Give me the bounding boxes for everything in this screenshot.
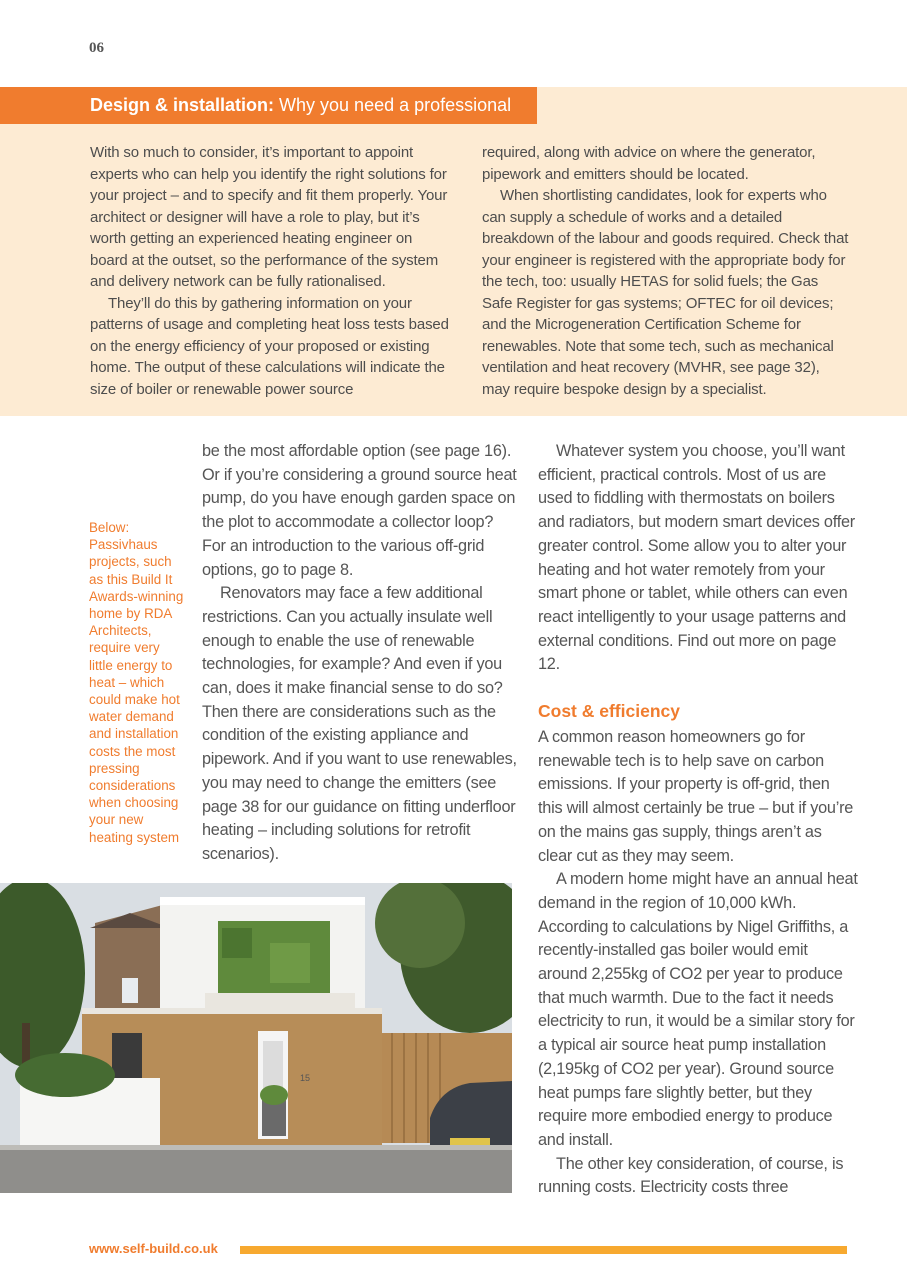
boxout-paragraph: They’ll do this by gathering information on your patterns of usage and completing heat loss tests based on the energy efficiency of your proposed or existing home. The output of these calculations will indicate the size of boiler or renewable power source — [90, 294, 449, 398]
boxout-paragraph: When shortlisting candidates, look for experts who can supply a schedule of works and a detailed breakdown of the labour and goods required. Check that your engineer is registered with the appropriate body for the tech, too: usually HETAS for solid fuels; the Gas Safe Register for gas systems; OFTEC for oil devices; and the Microgeneration Certification Scheme for renewables. Note that some tech, such as mechanical ventilation and heat recovery (MVHR, see page 32), may require bespoke design by a specialist. — [482, 187, 849, 398]
body-paragraph: Whatever system you choose, you’ll want efficient, practical controls. Most of us are used to fiddling with thermostats on boilers and radiators, but modern smart devices offer greater control. Some allow you to alter your heating and hot water remotely from your smart phone or tablet, while others can even react intelligently to your usage patterns and external conditions. Find out more on page 12. — [538, 442, 855, 674]
body-paragraph: Renovators may face a few additional restrictions. Can you actually insulate well enough to enable the use of renewable technologies, for example? And even if you can, does it make financial sense to do so? Then there are considerations such as the condition of the existing appliance and pipework. And if you want to use renewables, you may need to change the emitters (see page 38 for our guidance on fitting underfloor heating – including solutions for retrofit scenarios). — [202, 584, 517, 863]
page-number: 06 — [89, 40, 104, 56]
section-heading-cost-efficiency: Cost & efficiency — [538, 701, 680, 721]
body-paragraph: The other key consideration, of course, is running costs. Electricity costs three — [538, 1154, 844, 1197]
boxout-right-column — [482, 142, 850, 400]
boxout-paragraph: required, along with advice on where the generator, pipework and emitters should be located. — [482, 144, 816, 183]
house-illustration — [0, 883, 512, 1193]
boxout-title-rest: Why you need a professional — [274, 95, 512, 115]
boxout-left-column — [90, 142, 452, 400]
footer-rule — [240, 1246, 847, 1254]
body-column-3 — [538, 726, 858, 1200]
footer-website-link[interactable]: www.self-build.co.uk — [89, 1241, 218, 1256]
passivhaus-house-photo — [0, 883, 512, 1193]
body-column-1 — [202, 440, 517, 867]
body-paragraph: be the most affordable option (see page 16). Or if you’re considering a ground source heat pump, do you have enough garden space on the plot to accommodate a collector loop? For an introduction to the various off-grid options, go to page 8. — [202, 442, 517, 579]
professional-boxout — [0, 87, 907, 416]
body-column-2 — [538, 440, 858, 677]
house-number: 15 — [300, 1073, 311, 1083]
boxout-title — [0, 87, 537, 124]
boxout-paragraph: With so much to consider, it’s important to appoint experts who can help you identify the right solutions for your project – and to specify and fit them properly. Your architect or designer will have a role to play, but it’s worth getting an experienced heating engineer on board at the outset, so the performance of the system and delivery network can be fully rationalised. — [90, 144, 448, 290]
body-paragraph: A modern home might have an annual heat demand in the region of 10,000 kWh. According to calculations by Nigel Griffiths, a recently-installed gas boiler would emit around 2,255kg of CO2 per year to produce that much warmth. Due to the fact it needs electricity to run, it would be a similar story for a typical air source heat pump installation (2,195kg of CO2 per year). Ground source heat pumps fare slightly better, but they require more embodied energy to produce and install. — [538, 870, 858, 1149]
body-paragraph: A common reason homeowners go for renewable tech is to help save on carbon emissions. If your property is off-grid, then this will almost certainly be true – but if you’re on the mains gas supply, things aren’t as clear cut as they may seem. — [538, 728, 854, 865]
photo-caption: Below: Passivhaus projects, such as this Build It Awards-winning home by RDA Architects, require very little energy to heat – which could make hot water demand and installation costs the most pressing considerations when choosing your new heating system — [89, 520, 184, 845]
boxout-title-bold: Design & installation: — [90, 95, 275, 115]
